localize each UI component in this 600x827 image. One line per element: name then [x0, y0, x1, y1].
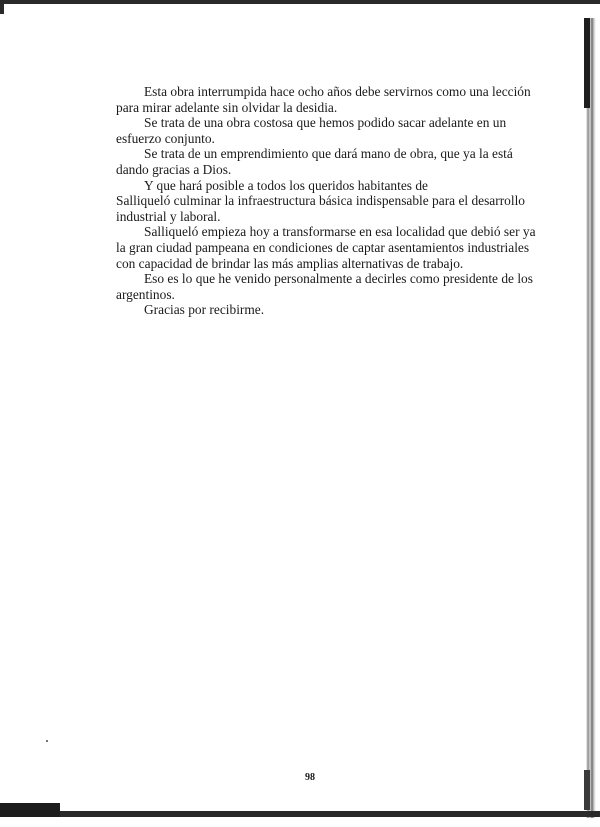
text-line: industrial y laboral. [116, 208, 221, 224]
page-number: 98 [305, 772, 315, 783]
text-line: Y que hará posible a todos los queridos habitantes de [144, 177, 428, 193]
page-body [116, 84, 536, 318]
text-line: argentinos. [116, 286, 175, 302]
text-line: para mirar adelante sin olvidar la desidia. [116, 99, 338, 115]
scan-edge-right-top [584, 18, 590, 108]
scan-speck [46, 740, 48, 742]
text-line: Se trata de una obra costosa que hemos podido sacar adelante en un [144, 115, 507, 131]
text-line: Salliqueló culminar la infraestructura básica indispensable para el desarrollo [116, 193, 526, 209]
text-line: con capacidad de brindar las más amplias alternativas de trabajo. [116, 255, 464, 271]
scan-edge-bottom [40, 811, 600, 817]
text-line: Gracias por recibirme. [144, 302, 265, 318]
text-line: la gran ciudad pampeana en condiciones de captar asentamientos industriales [116, 239, 530, 255]
text-line: Eso es lo que he venido personalmente a decirles como presidente de los [144, 271, 533, 287]
scan-edge-right-bottom [584, 770, 590, 810]
text-line: Esta obra interrumpida hace ocho años debe servirnos como una lección [144, 84, 531, 99]
text-line: Salliqueló empieza hoy a transformarse en esa localidad que debió ser ya [144, 224, 536, 240]
scan-edge-right [566, 18, 600, 818]
text-line: dando gracias a Dios. [116, 161, 232, 177]
text-line: esfuerzo conjunto. [116, 130, 215, 146]
scan-corner-left [0, 0, 4, 14]
scan-edge-bottom-left [0, 803, 60, 817]
scan-edge-top [0, 0, 600, 4]
text-line: Se trata de un emprendimiento que dará mano de obra, que ya la está [144, 146, 513, 162]
